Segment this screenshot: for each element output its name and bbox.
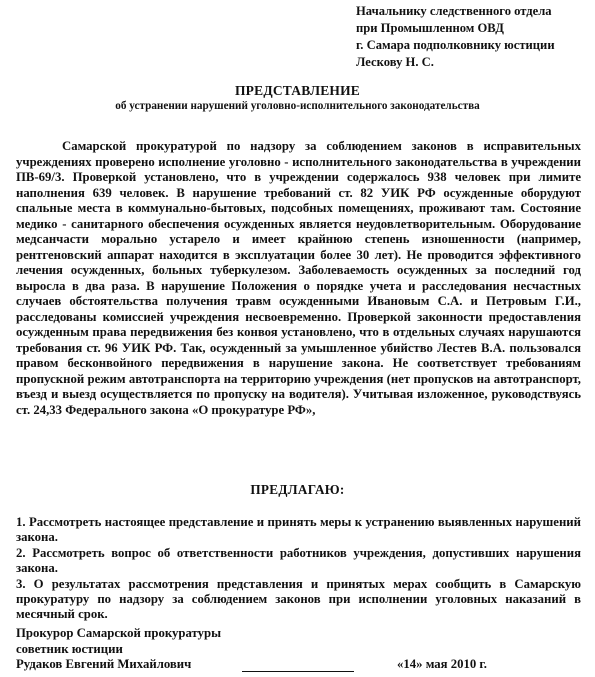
document-subtitle: об устранении нарушений уголовно-исполнительного законодательства [115, 100, 480, 112]
document-date: «14» мая 2010 г. [397, 657, 487, 671]
addressee-line: г. Самара подполковнику юстиции [356, 38, 555, 52]
document-body: Самарской прокуратурой по надзору за соблюдением законов в исправительных учреждениях проверено исполнение уголовно - исполнительного законодательства в учреждении ПВ-69/3. Проверкой установлено, что в учреждении содержалось 938 человек при лимите наполнения 639 человек. В нарушение требований ст. 82 УИК РФ осужденные оборудуют спальные места в коммунально-бытовых, подсобных помещениях, проживают там. Состояние медико - санитарного обеспечения осужденных является неудовлетворительным. Оборудование медсанчасти морально устарело и имеет крайнюю степень изношенности (например, рентгеновский аппарат находится в эксплуатации более 30 лет). Не проводится эффективного лечения осужденных, больных туберкулезом. Заболеваемость осужденных за последний год выросла в два раза. В нарушение Положения о порядке учета и расследования несчастных случаев обстоятельства получения травм осужденными Ивановым С.А. и Петровым Г.И., расследованы комиссией учреждения несвоевременно. Проверкой законности предоставления осужденным права передвижения без конвоя установлено, что в отдельных случаях нарушаются требования ст. 96 УИК РФ. Так, осужденный за умышленное убийство Лестев В.А. пользовался правом бесконвойного передвижения в нарушение закона. Не соответствует требованиям пропускной режим автотранспорта на территорию учреждения (нет пропусков на автотранспорт, въезд и выезд осуществляется по пропуску на водителя). Учитывая изложенное, руководствуясь ст. 24,33 Федерального закона «О прокуратуре РФ», [16, 139, 581, 417]
proposal-item: 2. Рассмотреть вопрос об ответственности работников учреждения, допустивших нарушения закона. [16, 545, 581, 576]
addressee-line: Начальнику следственного отдела [356, 4, 552, 18]
proposal-item: 3. О результатах рассмотрения представления и принятых мерах сообщить в Самарскую прокуратуру по надзору за соблюдением законов при исполнении уголовных наказаний в месячный срок. [16, 576, 581, 622]
signature-block [16, 626, 581, 674]
addressee-block [356, 3, 592, 71]
proposal-item: 1. Рассмотреть настоящее представление и принять меры к устранению выявленных нарушений закона. [16, 515, 581, 545]
signatory-rank: советник юстиции [16, 641, 123, 656]
signatory-name: Рудаков Евгений Михайлович [16, 657, 192, 671]
propose-heading: ПРЕДЛАГАЮ: [250, 482, 345, 497]
signatory-position: Прокурор Самарской прокуратуры [16, 626, 222, 640]
addressee-line: при Промышленном ОВД [356, 21, 504, 35]
proposal-list [16, 515, 581, 623]
signature-blank-line [242, 671, 354, 672]
addressee-line: Лескову Н. С. [356, 55, 434, 69]
document-title: ПРЕДСТАВЛЕНИЕ [234, 83, 361, 98]
signature-line [16, 657, 581, 674]
